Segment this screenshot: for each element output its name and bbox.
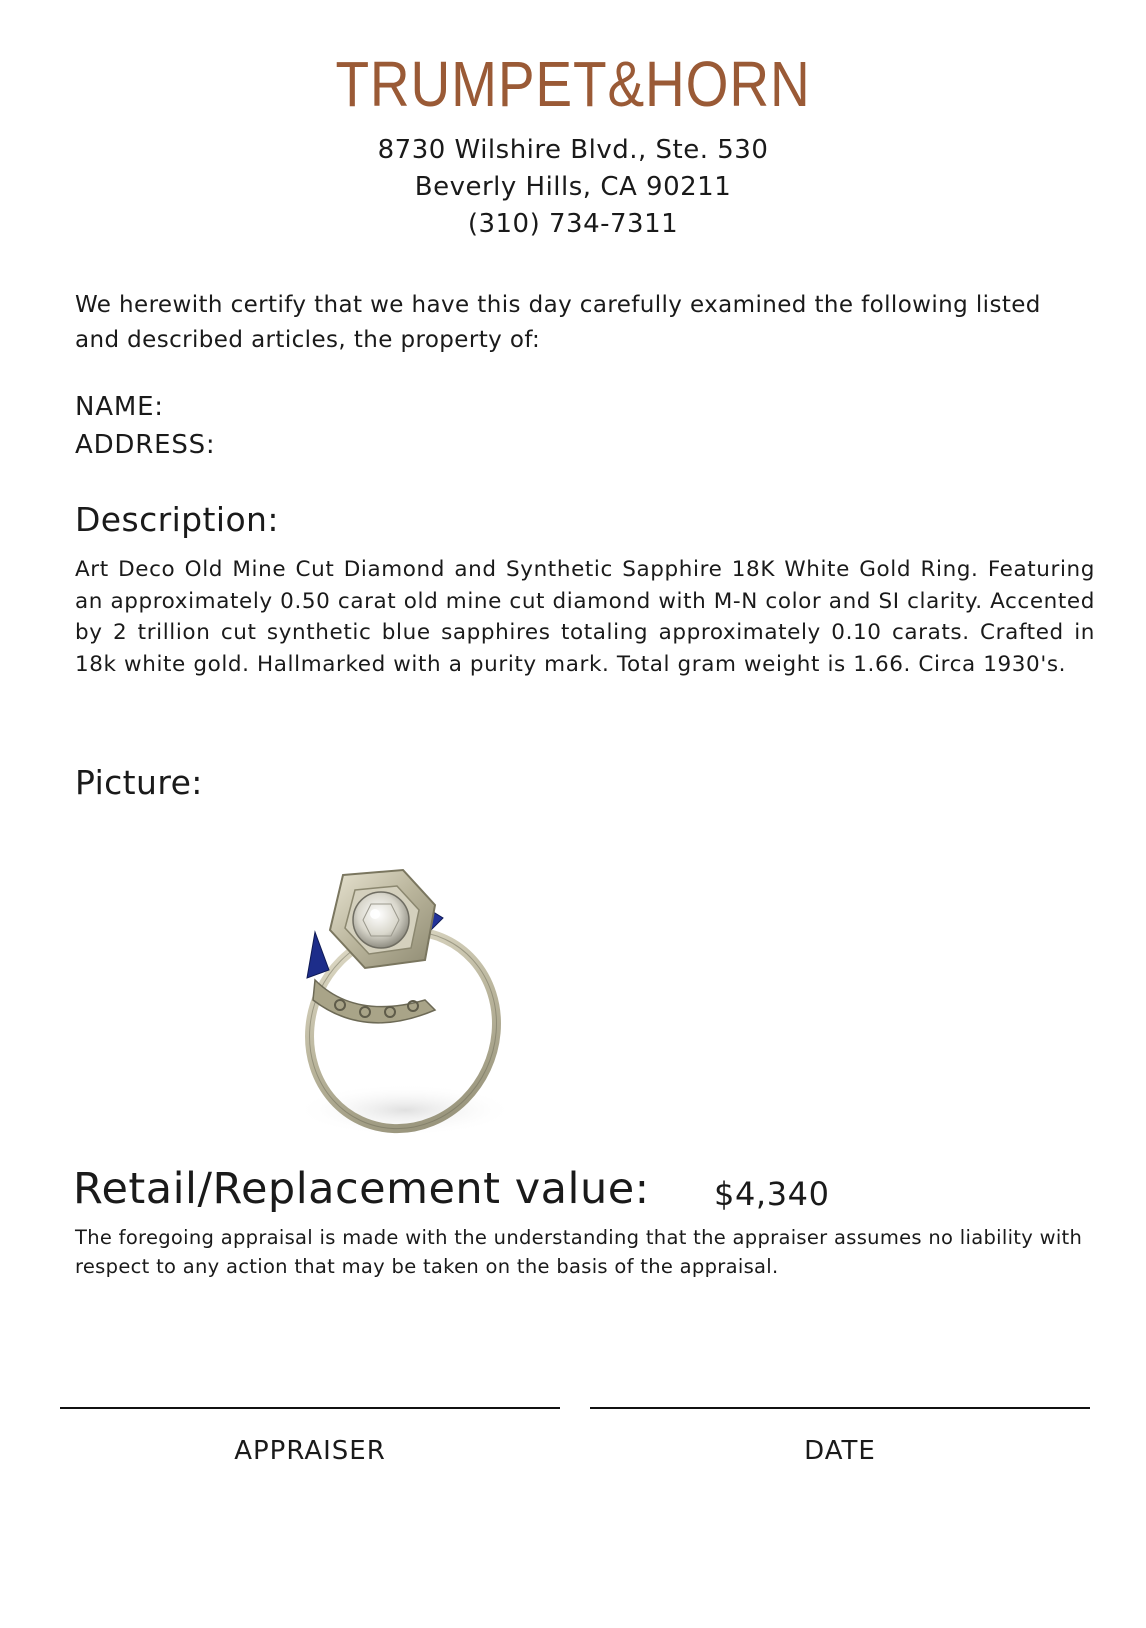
address-line-1: 8730 Wilshire Blvd., Ste. 530 — [377, 135, 769, 165]
date-label: DATE — [804, 1436, 876, 1466]
description-heading: Description: — [75, 500, 279, 539]
retail-value-label: Retail/Replacement value: — [73, 1164, 650, 1214]
appraiser-signature-line — [60, 1407, 560, 1409]
picture-heading: Picture: — [75, 763, 203, 802]
ring-photo — [285, 860, 545, 1150]
liability-disclaimer: The foregoing appraisal is made with the understanding that the appraiser assumes no liability with respect to any action that may be taken on the basis of the appraisal. — [75, 1226, 1083, 1278]
certification-intro: We herewith certify that we have this day carefully examined the following listed and described articles, the property of: — [75, 292, 1041, 353]
appraiser-label: APPRAISER — [234, 1436, 386, 1466]
retail-value-amount: $4,340 — [714, 1175, 830, 1213]
phone-number: (310) 734-7311 — [467, 209, 679, 239]
description-text: Art Deco Old Mine Cut Diamond and Synthetic Sapphire 18K White Gold Ring. Featuring an approximately 0.50 carat old mine cut diamond with M-N color and SI clarity. Accented by 2 trillion cut synthetic blue sapphires totaling approximately 0.10 carats. Crafted in 18k white gold. Hallmarked with a purity mark. Total gram weight is 1.66. Circa 1930's. — [75, 557, 1095, 677]
address-line-2: Beverly Hills, CA 90211 — [414, 172, 732, 202]
brand-logo: TRUMPET&HORN — [335, 48, 811, 120]
address-label: ADDRESS: — [75, 430, 216, 460]
date-signature-line — [590, 1407, 1090, 1409]
name-label: NAME: — [75, 392, 164, 422]
